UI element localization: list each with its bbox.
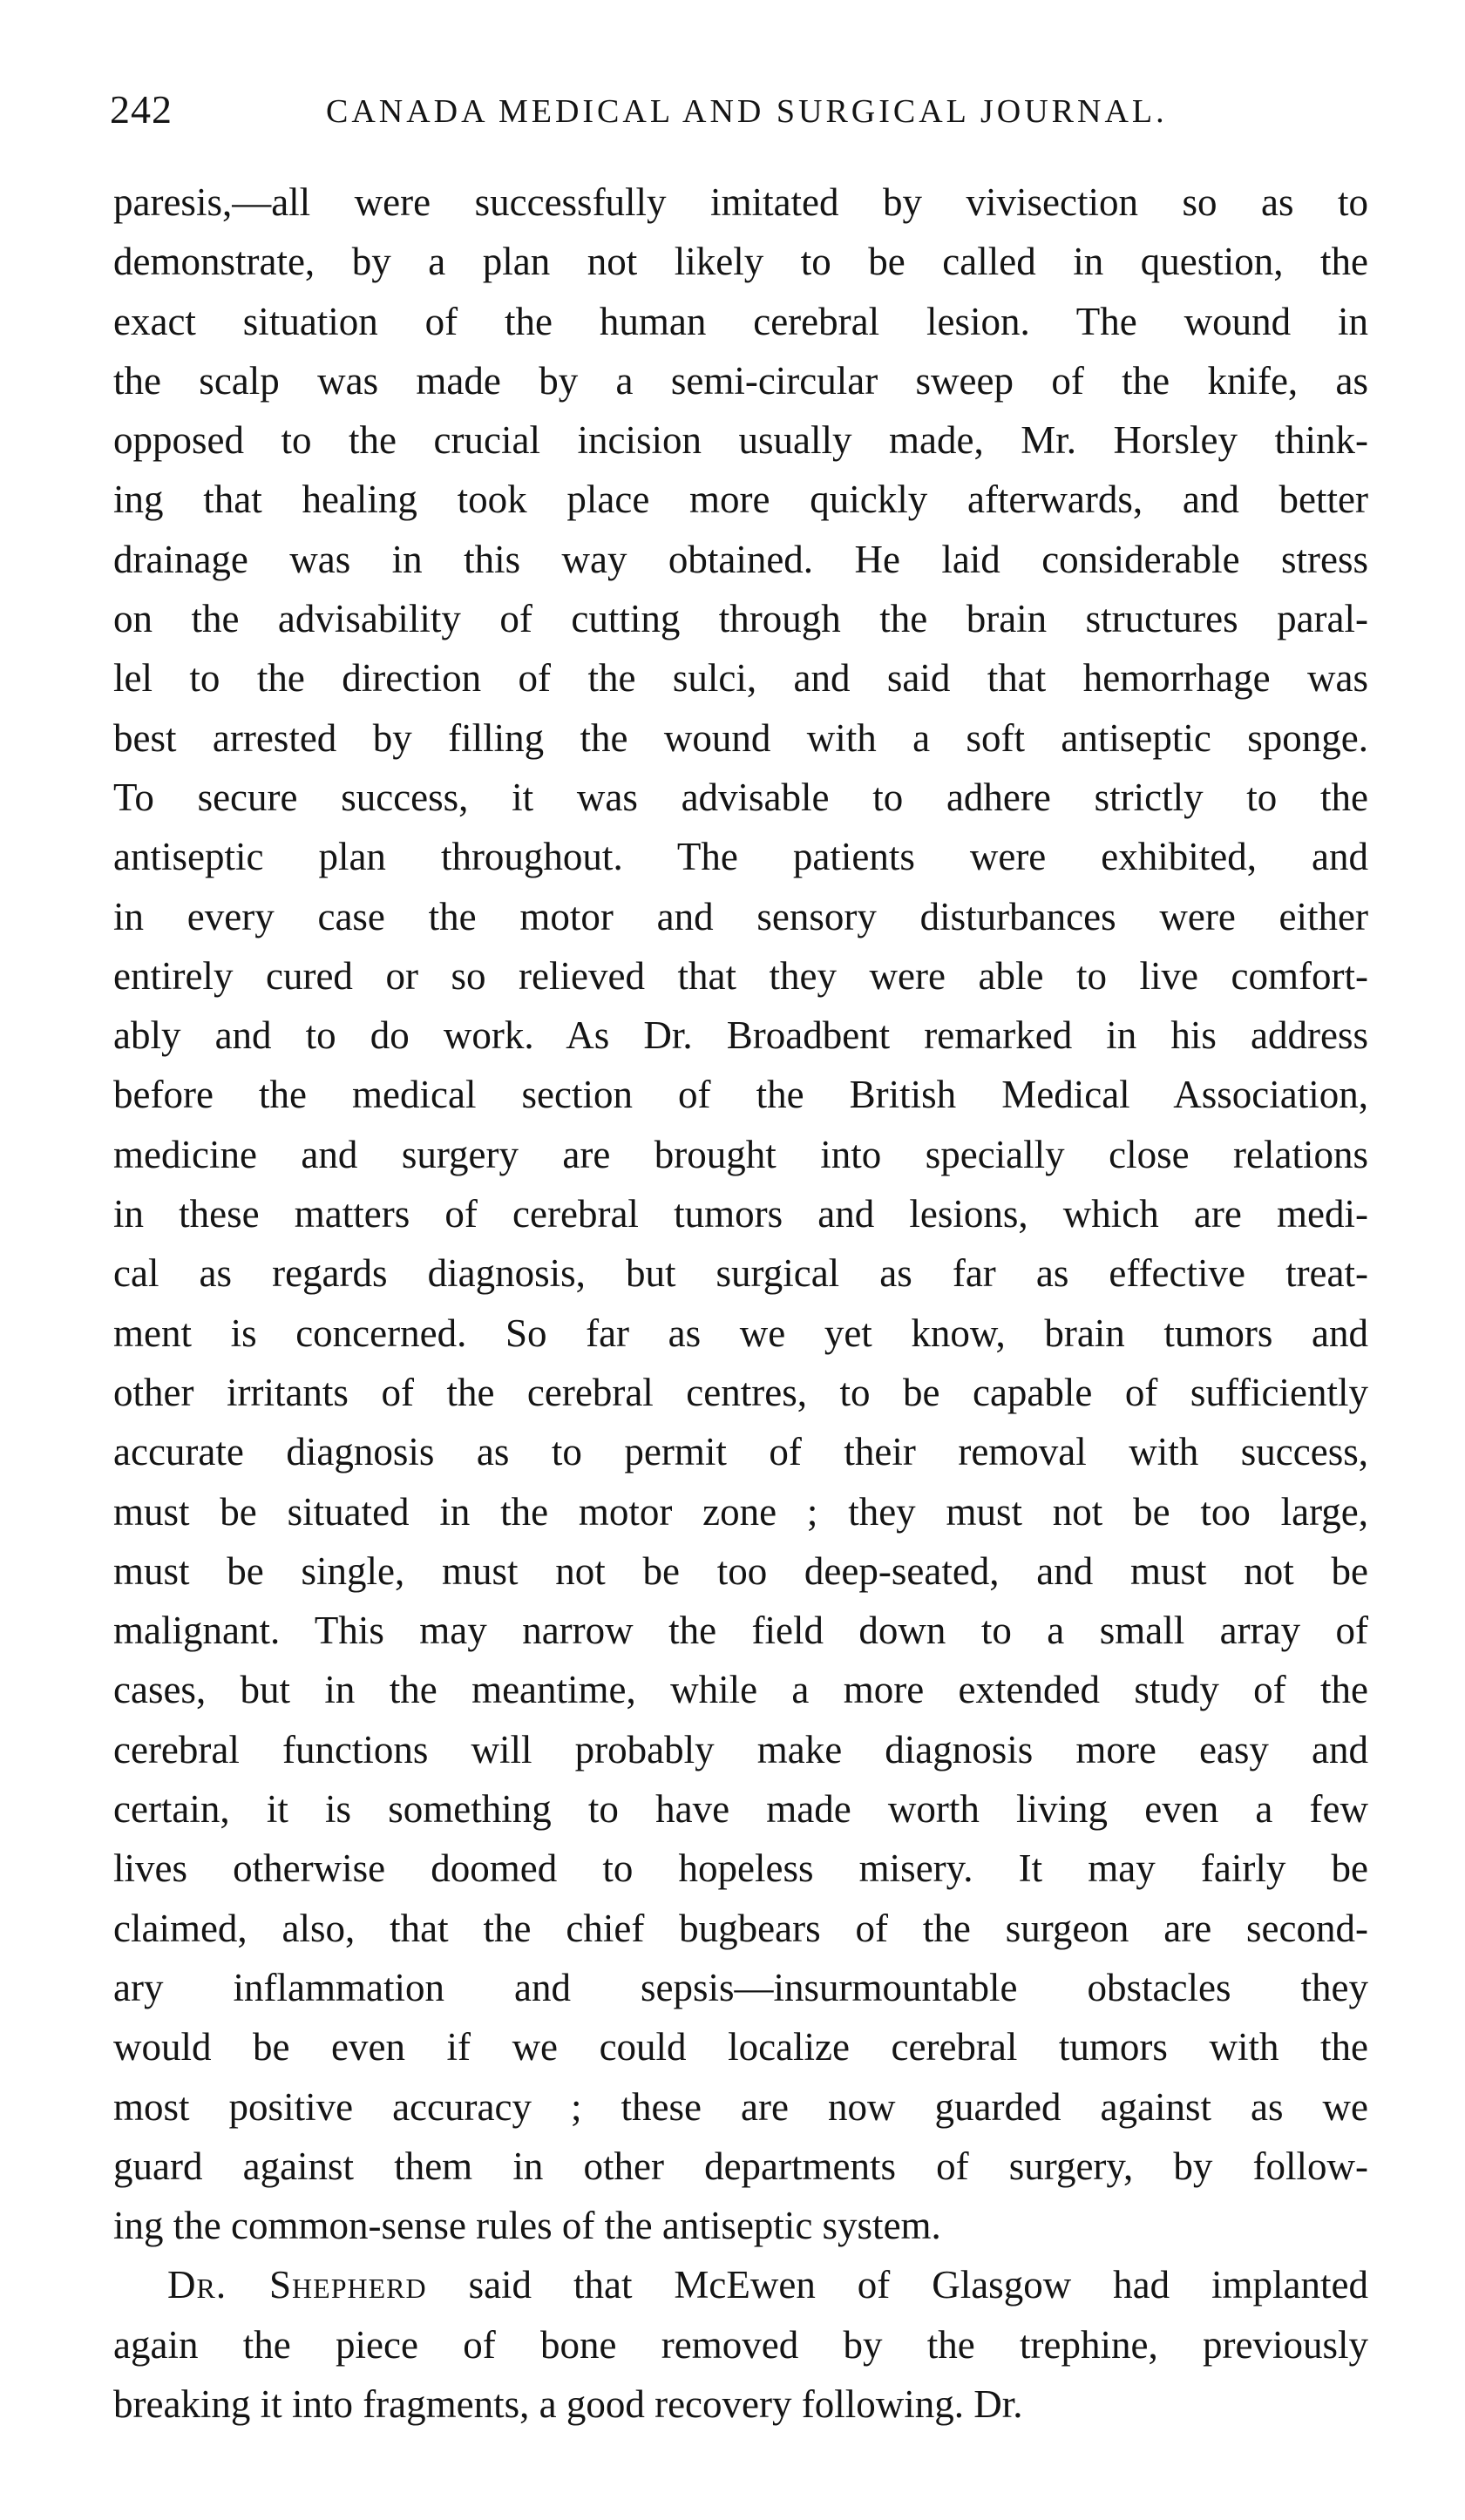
text-line: guard against them in other departments of surgery, by follow- — [113, 2144, 1368, 2188]
text-line: entirely cured or so relieved that they were able to live comfort- — [113, 953, 1368, 998]
text-line: accurate diagnosis as to permit of their removal with success, — [113, 1430, 1368, 1474]
line-text: said that McEwen of Glasgow had implanted — [426, 2263, 1368, 2307]
speaker-name: Dr. Shepherd — [167, 2263, 427, 2307]
text-line: on the advisability of cutting through the brain structures paral- — [113, 597, 1368, 641]
running-title: CANADA MEDICAL AND SURGICAL JOURNAL. — [326, 93, 1168, 130]
text-line: certain, it is something to have made worth living even a few — [113, 1787, 1368, 1832]
page-header — [110, 84, 1347, 145]
text-line: antiseptic plan throughout. The patients were exhibited, and — [113, 835, 1368, 879]
body-text — [113, 173, 1368, 2434]
text-line: cases, but in the meantime, while a more extended study of the — [113, 1668, 1368, 1712]
text-line: before the medical section of the British Medical Association, — [113, 1073, 1368, 1117]
text-line: ment is concerned. So far as we yet know, brain tumors and — [113, 1311, 1368, 1355]
text-line: ably and to do work. As Dr. Broadbent remarked in his address — [113, 1013, 1368, 1058]
text-line: would be even if we could localize cerebral tumors with the — [113, 2025, 1368, 2070]
text-line: again the piece of bone removed by the trephine, previously — [113, 2322, 1368, 2367]
text-line: in every case the motor and sensory disturbances were either — [113, 894, 1368, 938]
paragraph — [113, 2255, 1368, 2434]
text-line: lel to the direction of the sulci, and said that hemorrhage was — [113, 656, 1368, 701]
text-line: To secure success, it was advisable to adhere strictly to the — [113, 775, 1368, 819]
text-line: opposed to the crucial incision usually made, Mr. Horsley think- — [113, 418, 1368, 463]
text-line: in these matters of cerebral tumors and lesions, which are medi- — [113, 1192, 1368, 1236]
text-line: lives otherwise doomed to hopeless misery. It may fairly be — [113, 1846, 1368, 1891]
text-line: most positive accuracy ; these are now guarded against as we — [113, 2084, 1368, 2129]
text-line: must be single, must not be too deep-seated, and must not be — [113, 1548, 1368, 1593]
text-line: drainage was in this way obtained. He laid considerable stress — [113, 537, 1368, 581]
text-line: the scalp was made by a semi-circular sweep of the knife, as — [113, 358, 1368, 403]
text-line: paresis,—all were successfully imitated by vivisection so as to — [113, 180, 1368, 224]
text-line: medicine and surgery are brought into specially close relations — [113, 1132, 1368, 1176]
text-line — [113, 2255, 1368, 2314]
text-line: malignant. This may narrow the field down to a small array of — [113, 1609, 1368, 1653]
text-line: cal as regards diagnosis, but surgical as far as effective treat- — [113, 1251, 1368, 1296]
text-line: other irritants of the cerebral centres, to be capable of sufficiently — [113, 1370, 1368, 1414]
text-line: exact situation of the human cerebral lesion. The wound in — [113, 299, 1368, 343]
text-line: demonstrate, by a plan not likely to be called in question, the — [113, 240, 1368, 284]
text-line: breaking it into fragments, a good recovery following. Dr. — [113, 2381, 1023, 2426]
text-line: best arrested by filling the wound with a soft antiseptic sponge. — [113, 715, 1368, 760]
paragraph — [113, 173, 1368, 2255]
text-line: ing the common-sense rules of the antiseptic system. — [113, 2204, 941, 2248]
text-line: must be situated in the motor zone ; they must not be too large, — [113, 1489, 1368, 1534]
page-number: 242 — [110, 87, 173, 132]
text-line: ing that healing took place more quickly afterwards, and better — [113, 478, 1368, 522]
text-line: ary inflammation and sepsis—insurmountable obstacles they — [113, 1965, 1368, 2009]
text-line: claimed, also, that the chief bugbears of the surgeon are second- — [113, 1906, 1368, 1950]
text-line: cerebral functions will probably make diagnosis more easy and — [113, 1727, 1368, 1771]
